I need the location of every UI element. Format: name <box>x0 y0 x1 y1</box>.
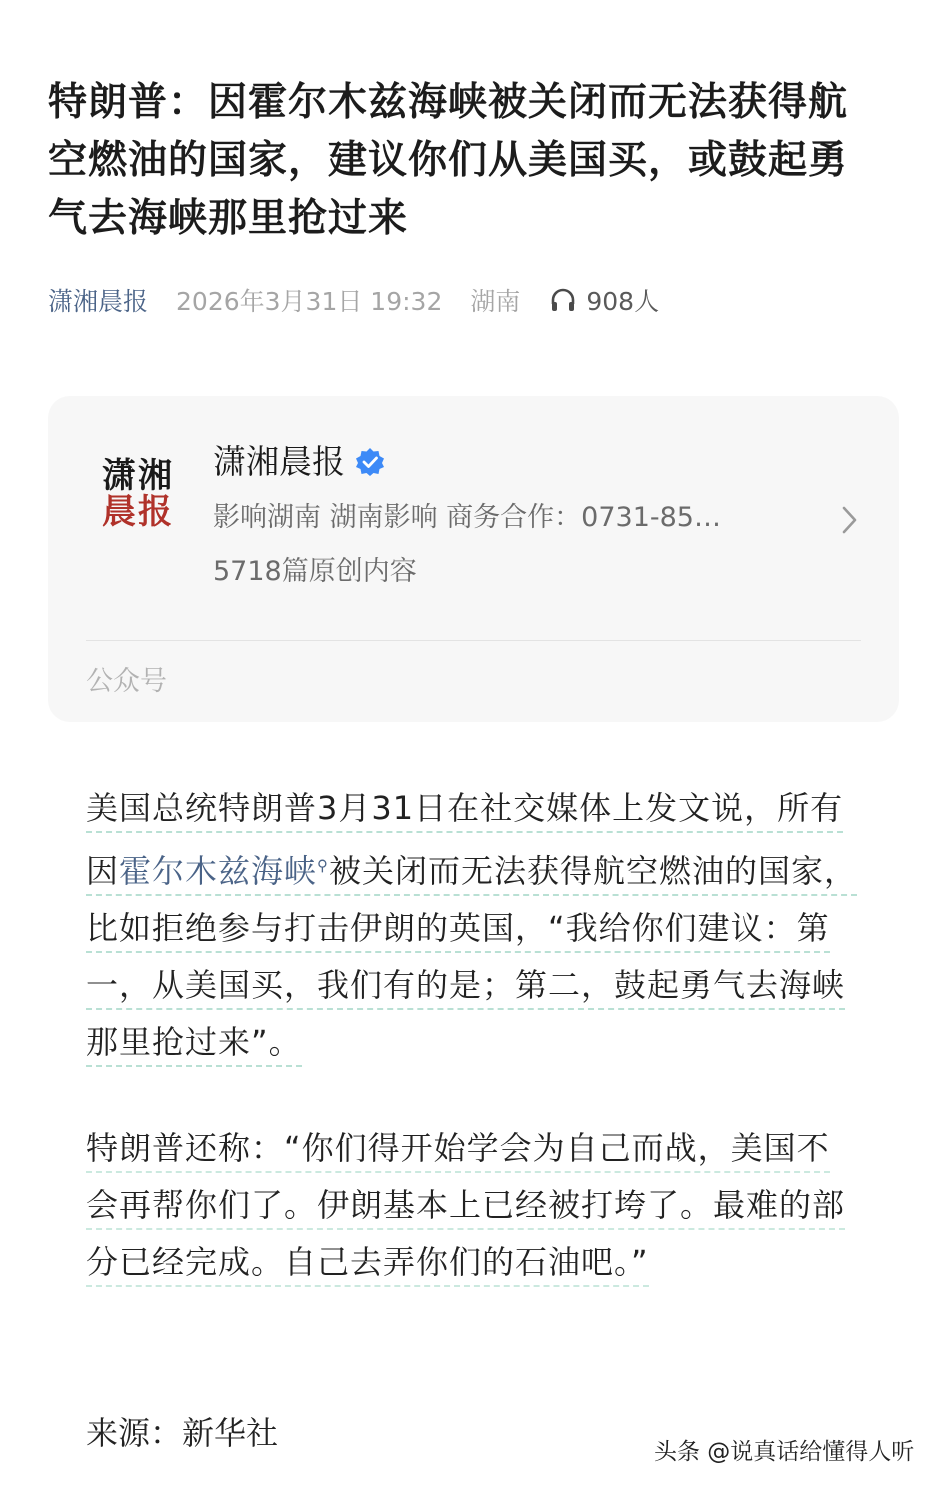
watermark: 头条 @说真话给懂得人听 <box>654 1439 915 1465</box>
p1-text-after: 被关闭而无法获得航空燃油的国家，比如拒绝参与打击伊朗的英国，“我给你们建议：第一，从美国买，我们有的是；第二，鼓起勇气去海峡那里抢过来”。 <box>86 851 858 1061</box>
body-paragraph-1 <box>86 780 862 1071</box>
article-title: 特朗普：因霍尔木兹海峡被关闭而无法获得航空燃油的国家，建议你们从美国买，或鼓起勇气去海峡那里抢过来 <box>48 80 849 241</box>
keyword-link[interactable] <box>119 852 329 890</box>
account-name-row <box>213 440 385 484</box>
headphones-icon <box>550 287 576 313</box>
listen-count[interactable] <box>550 282 659 318</box>
logo-line1: 潇湘 <box>102 456 174 496</box>
account-card[interactable] <box>48 396 899 722</box>
p2-text: 特朗普还称：“你们得开始学会为自己而战，美国不会再帮你们了。伊朗基本上已经被打垮了。最难的部分已经完成。自己去弄你们的石油吧。” <box>86 1129 845 1287</box>
account-name: 潇湘晨报 <box>213 442 345 481</box>
article-meta <box>48 280 659 320</box>
account-logo <box>98 458 178 532</box>
publish-datetime: 2026年3月31日 19:32 <box>176 287 443 316</box>
source-link[interactable]: 潇湘晨报 <box>48 287 149 316</box>
card-divider <box>86 640 861 641</box>
keyword-text: 霍尔木兹海峡 <box>119 851 318 890</box>
listen-count-value: 908人 <box>586 287 660 316</box>
original-content-count: 5718篇原创内容 <box>213 556 417 587</box>
verified-badge-icon <box>355 447 385 477</box>
account-description: 影响湖南 湖南影响 商务合作：0731-85… <box>213 502 721 533</box>
p1-text-before: 美国总统特朗普3月31日在社交媒体上发文说，所有因 <box>86 789 844 890</box>
chevron-right-icon[interactable] <box>840 504 860 536</box>
publish-region: 湖南 <box>470 287 521 316</box>
account-type-label: 公众号 <box>86 666 167 697</box>
body-paragraph-2 <box>86 1120 862 1291</box>
search-icon: ⚲ <box>317 856 330 874</box>
news-source: 来源：新华社 <box>86 1414 279 1452</box>
logo-line2: 晨报 <box>102 492 174 532</box>
